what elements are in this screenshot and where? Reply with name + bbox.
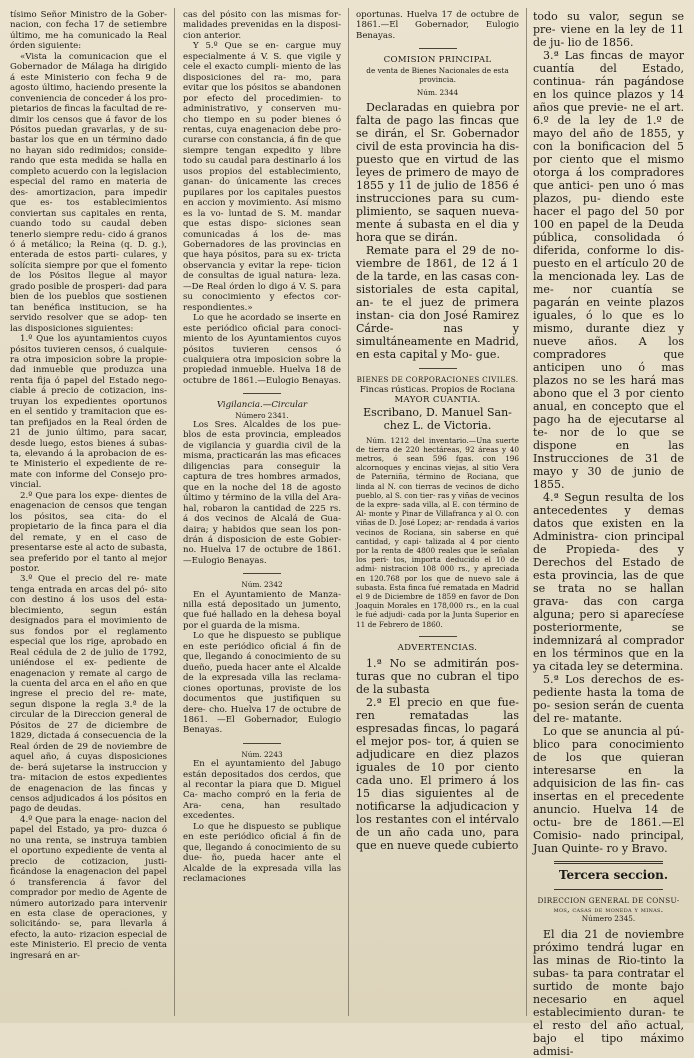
paragraph: tísimo Señor Ministro de la Gober- nacion, con fecha 17 de setiembre último, me ha comunicado la Real órden siguiente:	[10, 10, 167, 52]
divider	[419, 48, 457, 49]
section-heading: Vigilancia.—Circular	[216, 400, 308, 411]
paragraph: Remate para el 29 de no- viembre de 1861, de 12 á 1 de la tarde, en las casas con- sistoriales de esta capital, an- te el juez de primera instan- cia don José Ramirez Cárde- nas y simultáneamente en Madrid, en esta capital y Mo- gue.	[356, 244, 519, 362]
notary-heading: Escribano, D. Manuel San- chez L. de Victoria.	[363, 405, 512, 432]
divider	[554, 889, 663, 890]
section-heading: BIENES DE CORPORACIONES CIVILES.	[356, 375, 519, 385]
paragraph: cas del pósito con las mismas for- malidades prevenidas en la disposi- cion anterior.	[183, 10, 341, 41]
section-heading: COMISION PRINCIPAL	[383, 55, 492, 66]
double-rule	[554, 861, 663, 864]
paragraph: Lo que he dispuesto se publique en este periódico oficial á fin de que, llegando á conocimiento de su due- ño, pueda hacer ante el Alcalde de la expresada villa las reclamaciones	[183, 821, 341, 885]
paragraph: todo su valor, segun se pre- viene en la ley de 11 de ju- lio de 1856.	[533, 10, 684, 49]
paragraph: Y 5.º Que se en- cargue muy especialmente á V. S. que vigile y cele el exacto cumpli- miento de las disposiciones del ra- mo, para evitar que los pósitos se abandonen por efecto del procedimien- to administrativo, y conserven mu- cho tiempo en su poder bienes ó rentas, cuya enagenacion debe pro- curarse con constancia, á fin de que siempre tengan expedito y libre todo su caudal para destinarlo á los usos propios del establecimiento, ganan- do únicamente las creces pupilares por los capitales puestos en accion y movimiento. Así mismo es la vo- luntad de S. M. mandar que estas dispo- siciones sean comunicadas á los de- mas Gobernadores de las provincias en que haya pósitos, para su ex- tricta observancia y evitar la repe- ticion de consultas de igual natura- leza.—De Real órden lo digo á V. S. para su conocimiento y efectos cor- respondientes.»	[183, 41, 341, 313]
paragraph: 3.º Que el precio del re- mate tenga entrada en arcas del pó- sito con destino á los usos del esta- blecimiento, segun están designados para el movimiento de sus fondos por el reglamento especial que los rige, aprobado en Real cédula de 2 de julio de 1792, uniéndose el ex- pediente de enagenacion y remate al cargo de la cuenta del arca en el año en que ingrese el precio del re- mate, segun dispone la regla 3.ª de la circular de la Direccion general de Pósitos de 27 de diciembre de 1829, dictada á consecuencia de la Real órden de 29 de noviembre de aquel año, á cuyas disposiciones de- berá sujetarse la instruccion y tra- mitacion de estos expedientes de enagenacion de las fincas y censos adjudicados á los pósitos en pago de deudas.	[10, 574, 167, 815]
divider	[243, 393, 281, 394]
notice-number: Núm. 2344	[416, 88, 459, 98]
paragraph: Lo que he acordado se inserte en este periódico oficial para conoci- miento de los Ayuntamientos cuyos pósitos tuvieren censos ó cualquiera otra imposicion sobre la propiedad inmueble. Huelva 18 de octubre de 1861.—Eulogio Benayas.	[183, 313, 341, 386]
paragraph: En el Ayuntamiento de Manza- nilla está depositado un jumento, que fué hallado en la dehesa boyal por el guarda de la misma.	[183, 589, 341, 631]
column-2	[183, 10, 341, 1015]
section-subheading: MAYOR CUANTIA.	[394, 395, 481, 406]
divider	[243, 573, 281, 574]
column-4	[533, 10, 684, 1058]
paragraph: 3.ª Las fincas de mayor cuantía del Estado, continua- rán pagándose en los quince plazos y 14 años que previe- ne el art. 6.º de la ley de 1.º de mayo del año de 1855, y con la bonificacion del 5 por ciento que el mismo otorga á los compradores que antici- pen uno ó mas plazos, pu- diendo este hacer el pago del 50 por 100 en papel de la Deuda pública, consolidada ó diferida, conforme lo dis- puesto en el artículo 20 de la mencionada ley. Las de me- nor cuantía se pagarán en veinte plazos iguales, ó lo que es lo mismo, durante diez y nueve años. A los compradores que anticipen uno ó mas plazos no se les hará mas abono que el 3 por ciento anual, en concepto que el pago ha de ejecutarse al te- nor de lo que se dispone en las Instrucciones de 31 de mayo y 30 de junio de 1855.	[533, 49, 684, 491]
paragraph: «Vista la comunicacion que el Gobernador de Málaga ha dirigido á este Ministerio con fecha 9 de agosto último, haciendo presente la conveniencia de conceder á los pro- pietarios de fincas la facultad de re- dimir los censos que á favor de los Pósitos puedan gravarlas, y de su- bastar los que en un término dado no hayan sido redimidos; conside- rando que esta medida se halla en completo acuerdo con la legislacion especial del ramo en materia de des- amortizacion, para impedir que es- tos establecimientos conviertan sus capitales en renta, cuando todo su caudal deben tenerlo siempre redu- cido á granos ó á metálico; la Reina (q. D. g.), enterada de estos parti- culares, y solícita siempre por que el fomento de los Pósitos llegue al mayor grado posible de prosperi- dad para bien de los pueblos que sostienen tan benéfica institucion, se ha servido resolver que se adop- ten las disposiciones siguientes:	[10, 51, 167, 334]
paragraph: 1.ª No se admitirán pos- turas que no cubran el tipo de la subasta	[356, 657, 519, 697]
paragraph: 2.ª El precio en que fue- ren rematadas las espresadas fincas, lo pagará el mejor pos- tor, á quien se adjudicare en diez plazos iguales de 10 por ciento cada uno. El primero á los 15 dias siguientes al de notificarse la adjudicacion y los restantes con el intérvalo de un año cada uno, para que en nueve quede cubierto	[356, 696, 519, 853]
paragraph: 4.ª Segun resulta de los antecedentes y demas datos que existen en la Administra- cion principal de Propieda- des y Derechos del Estado de esta provincia, las de que se trata no se hallan grava- das con carga alguna; pero si aparecíese posteriormente, se indemnizará al comprador en los términos que en la ya citada ley se determina.	[533, 491, 684, 673]
notice-number: Número 2341.	[235, 410, 289, 420]
column-rule	[348, 8, 349, 1016]
column-rule	[174, 8, 175, 1016]
divider	[419, 636, 457, 637]
paragraph: Núm. 1212 del inventario.—Una suerte de tierra de 220 hectáreas, 92 áreas y 40 metros, ó sean 596 fgas. con 196 alcornoques y encinas viejas, al sitio Vera de Paterniña, término de Rociana, que linda al N. con tierras de vecinos de dicho pueblo, al S. con tier- ras y viñas de vecinos de la expre- sada villa, al E. con término de Al- monte y Pinar de Villafranca y al O. con viñas de D. José Lopez; ar- rendada á varios vecinos de Rociana, sin saberse en qué cantidad, y capi- talizada al 4 por ciento por la renta de 4800 reales que le señalan los peri- tos, importa deducido el 10 de admi- nistracion 108 000 rs., y apreciada en 120.768 por los que de nuevo sale á subasta. Esta finca fué rematada en Madrid el 9 de Diciembre de 1859 en favor de Don Joaquin Morales en 178,000 rs., en la cual le fué adjudi- cada por la Junta Superior en 11 de Febrero de 1860.	[356, 435, 519, 629]
paragraph: Declaradas en quiebra por falta de pago las fincas que se dirán, el Sr. Gobernador civil de esta provincia ha dis- puesto que en virtud de las leyes de primero de mayo de 1855 y 11 de julio de 1856 é instrucciones para su cum- plimiento, se saquen nueva- mente á subasta en el dia y hora que se dirán.	[356, 101, 519, 245]
divider	[243, 743, 281, 744]
notice-number: Núm. 2342	[241, 580, 283, 590]
paragraph: 5.ª Los derechos de es- pediente hasta la toma de po- sesion serán de cuenta del re- matante.	[533, 673, 684, 725]
section-subheading: de venta de Bienes Nacionales de esta provincia.	[366, 65, 509, 85]
paragraph: El dia 21 de noviembre próximo tendrá lugar en las minas de Rio-tinto la subas- ta para contratar el surtido de monte bajo necesario en aquel establecimiento duran- te el resto del año actual, bajo el tipo máximo admisi-	[533, 927, 684, 1058]
divider	[419, 368, 457, 369]
section-subheading: Fincas rústicas. Propios de Rociana	[359, 384, 516, 395]
paragraph: 2.º Que para los expe- dientes de enagenacion de censos que tengan los pósitos, sea cita- do el propietario de la finca para el dia del remate, y en el caso de presentarse este al acto de subasta, sea preferido por el tanto al mejor postor.	[10, 490, 167, 575]
paragraph: Lo que he dispuesto se publique en este periódico oficial á fin de que, llegando á conocimiento de su dueño, pueda hacer ante el Alcalde de la expresada villa las reclama- ciones oportunas, proviste de los documentos que justifiquen su dere- cho. Huelva 17 de octubre de 1861. —El Gobernador, Eulogio Benayas.	[183, 631, 341, 736]
paragraph: En el ayuntamiento del Jabugo están depositados dos cerdos, que al recontar la piara que D. Miguel Ca- macho compró en la feria de Ara- cena, han resultado excedentes.	[183, 759, 341, 822]
paragraph: 1.º Que los ayuntamientos cuyos pósitos tuvieren censos, ó cualquie- ra otra imposicion sobre la propie- dad inmueble que produzca una renta fija ó papel del Estado nego- ciable á precio de cotizacion, ins- truyan los expedientes oportunos en el sentido y tramitacion que es- tan prefijados en la Real órden de 21 de junio último, para sacar, desde luego, estos bienes á subas- ta, elevando á la aprobacion de es- te Ministerio el expediente de re- mate con informe del Consejo pro- vincial.	[10, 334, 167, 491]
column-3	[356, 10, 519, 1015]
paragraph: Lo que se anuncia al pú- blico para conocimiento de los que quieran interesarse en la adquisicion de las fin- cas insertas en el precedente anuncio. Huelva 14 de octu- bre de 1861.—El Comisio- nado principal, Juan Quinte- ro y Bravo.	[533, 725, 684, 855]
paragraph: Los Sres. Alcaldes de los pue- blos de esta provincia, empleados de vigilancia y guardia civil de la misma, practicarán las mas eficaces diligencias para conseguir la captura de tres hombres armados, que en la noche del 18 de agosto último y término de la villa del Ara- hal, robaron la cantidad de 225 rs. á dos vecinos de Alcalá de Gua- daira; y habidos que sean los pon- drán á disposicion de este Gobier- no. Huelva 17 de octubre de 1861. —Eulogio Benayas.	[183, 419, 341, 566]
section-title: Tercera seccion.	[558, 868, 669, 882]
paragraph: 4.º Que para la enage- nacion del papel del Estado, ya pro- duzca ó no una renta, se instruya tambien el oportuno expediente de venta al precio de cotizacion, justi- ficándose la enagenacion del papel ó transferencia á favor del comprador por medio de Agente de número autorizado para intervenir en esta clase de operaciones, y solicitándo- se, para llevarla á efecto, la auto- rizacion especial de este Ministerio. El precio de venta ingresará en ar-	[10, 814, 167, 961]
section-heading: ADVERTENCIAS.	[397, 642, 478, 653]
paragraph: oportunas. Huelva 17 de octubre de 1861.—El Gobernador, Eulogio Benayas.	[356, 10, 519, 41]
section-subheading: DIRECCION GENERAL DE CONSU- mos, casas de moneda y minas.	[537, 896, 680, 915]
column-rule	[526, 8, 527, 1016]
column-1	[10, 10, 167, 1015]
notice-number: Núm. 2243	[241, 749, 283, 759]
notice-number: Número 2345.	[581, 914, 636, 924]
